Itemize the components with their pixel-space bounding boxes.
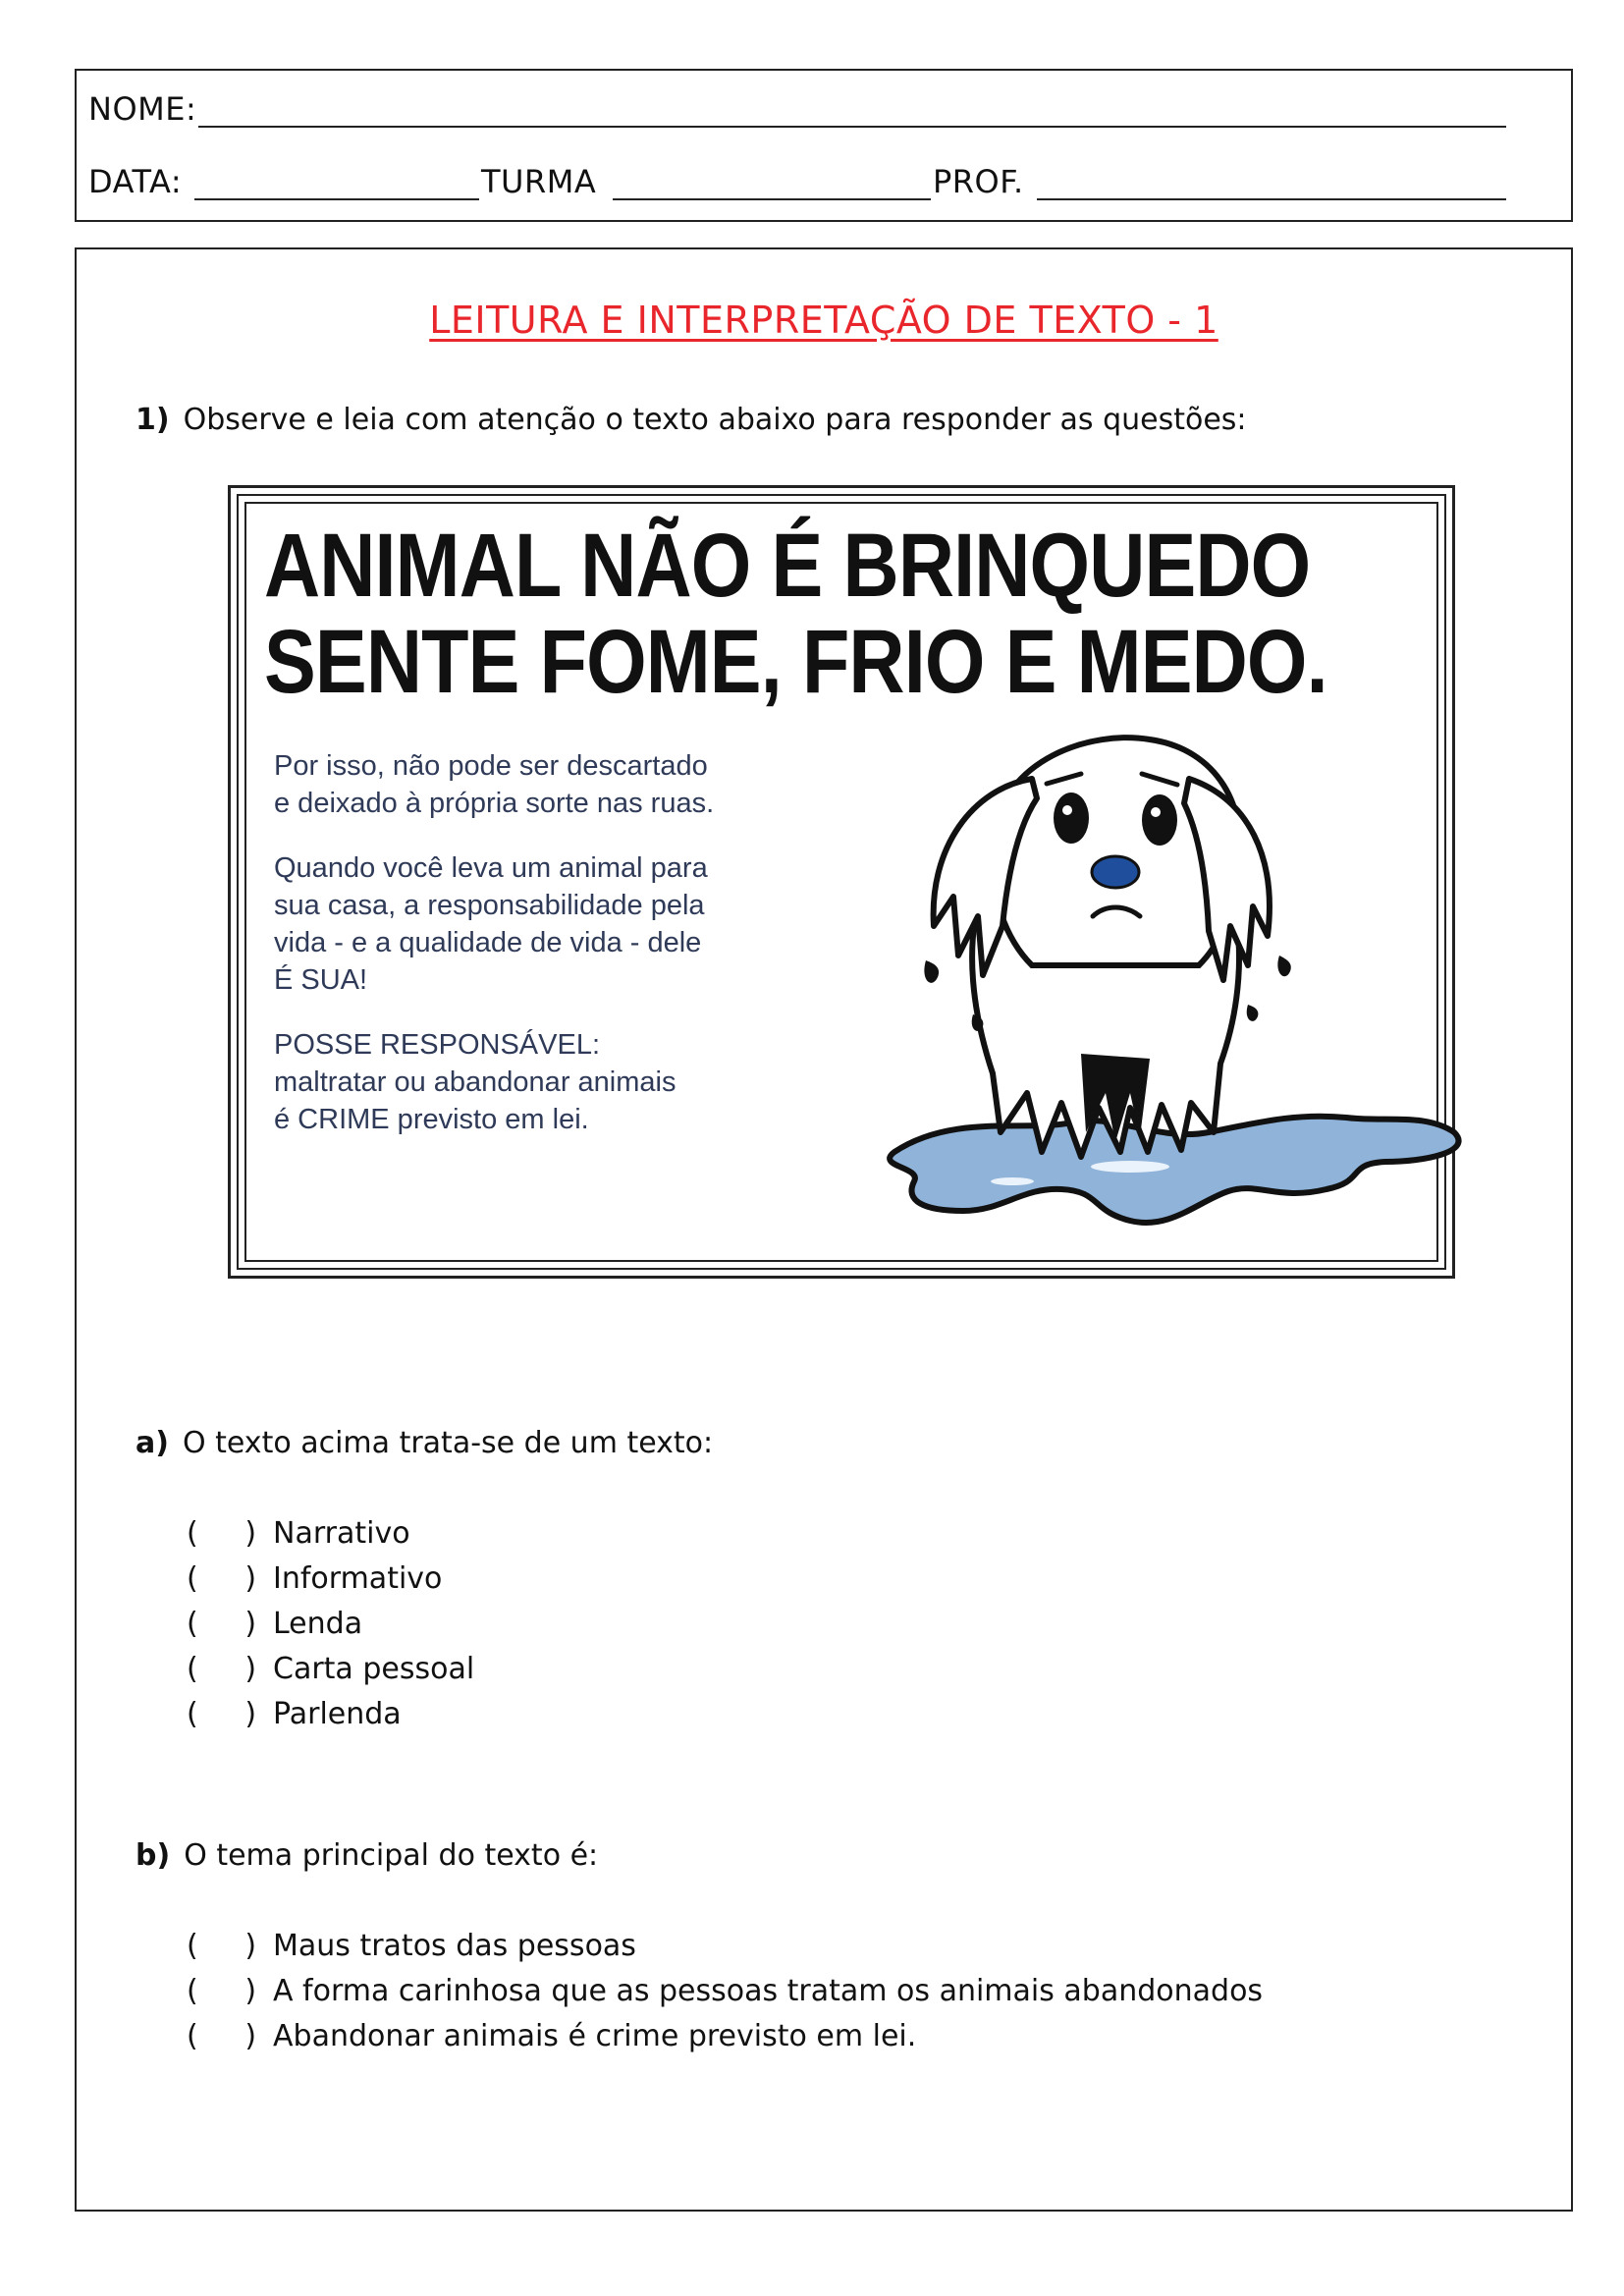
question-a xyxy=(135,1426,713,1460)
option-label: Carta pessoal xyxy=(273,1652,475,1686)
option-label: A forma carinhosa que as pessoas tratam os animais abandonados xyxy=(273,1974,1264,2008)
name-field[interactable] xyxy=(198,126,1506,128)
option-label: Informativo xyxy=(273,1561,443,1596)
dog-nose xyxy=(1092,856,1139,888)
name-label: NOME: xyxy=(88,90,197,128)
poster-paragraph-2: Quando você leva um animal para sua casa, a responsabilidade pela vida - e a qualidade de vida - dele É SUA! xyxy=(274,852,708,996)
question-b-number: b) xyxy=(135,1838,171,1873)
checkbox[interactable]: ( ) xyxy=(187,1697,257,1731)
teacher-field[interactable] xyxy=(1037,198,1506,200)
headline-line-1: ANIMAL NÃO É BRINQUEDO xyxy=(264,516,1311,616)
option-a-1[interactable] xyxy=(187,1516,410,1551)
sad-wet-dog-illustration xyxy=(836,720,1484,1270)
question-1-number: 1) xyxy=(135,403,170,437)
question-a-number: a) xyxy=(135,1426,169,1460)
checkbox[interactable]: ( ) xyxy=(187,1607,257,1641)
option-b-3[interactable] xyxy=(187,2019,916,2053)
poster-paragraph-3: POSSE RESPONSÁVEL: maltratar ou abandonar animais é CRIME previsto em lei. xyxy=(274,1029,677,1135)
checkbox[interactable]: ( ) xyxy=(187,1929,257,1963)
checkbox[interactable]: ( ) xyxy=(187,1561,257,1596)
question-b xyxy=(135,1838,598,1873)
option-b-2[interactable] xyxy=(187,1974,1263,2008)
worksheet-body xyxy=(75,247,1573,2212)
question-a-text: O texto acima trata-se de um texto: xyxy=(182,1426,714,1460)
poster-headline xyxy=(264,516,1327,712)
option-label: Parlenda xyxy=(273,1697,402,1731)
student-info-box xyxy=(75,69,1573,222)
option-a-3[interactable] xyxy=(187,1607,362,1641)
question-1-text: Observe e leia com atenção o texto abaixo para responder as questões: xyxy=(183,403,1247,437)
worksheet-title: LEITURA E INTERPRETAÇÃO DE TEXTO - 1 xyxy=(429,299,1218,342)
option-label: Abandonar animais é crime previsto em lei. xyxy=(273,2019,917,2053)
option-label: Maus tratos das pessoas xyxy=(273,1929,636,1963)
option-a-2[interactable] xyxy=(187,1561,442,1596)
date-field[interactable] xyxy=(194,198,479,200)
checkbox[interactable]: ( ) xyxy=(187,1652,257,1686)
option-a-5[interactable] xyxy=(187,1697,402,1731)
class-label: TURMA xyxy=(481,163,597,200)
question-b-text: O tema principal do texto é: xyxy=(184,1838,599,1873)
checkbox[interactable]: ( ) xyxy=(187,1974,257,2008)
checkbox[interactable]: ( ) xyxy=(187,1516,257,1551)
poster xyxy=(228,485,1455,1279)
question-1 xyxy=(135,403,1247,437)
teacher-label: PROF. xyxy=(933,163,1024,200)
class-field[interactable] xyxy=(613,198,931,200)
date-label: DATA: xyxy=(88,163,183,200)
checkbox[interactable]: ( ) xyxy=(187,2019,257,2053)
poster-paragraph-1: Por isso, não pode ser descartado e deixado à própria sorte nas ruas. xyxy=(274,750,715,819)
option-a-4[interactable] xyxy=(187,1652,474,1686)
option-label: Narrativo xyxy=(273,1516,410,1551)
headline-line-2: SENTE FOME, FRIO E MEDO. xyxy=(264,612,1327,712)
option-b-1[interactable] xyxy=(187,1929,636,1963)
option-label: Lenda xyxy=(273,1607,363,1641)
